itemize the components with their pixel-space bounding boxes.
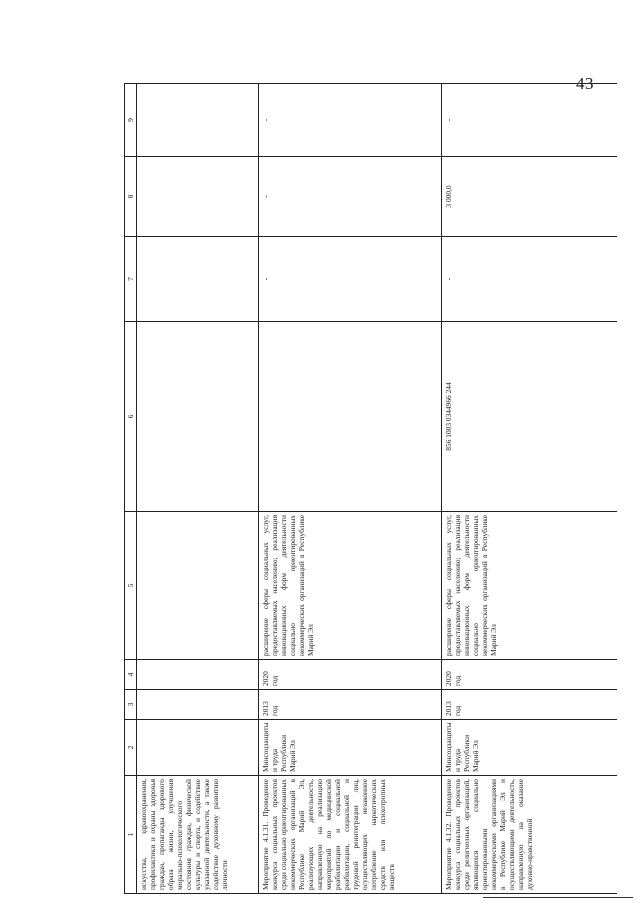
executor-cell: Минсоцзащиты и труда Республики Марий Эл xyxy=(442,720,617,776)
end-year-cell: 2020 год xyxy=(442,660,617,690)
measure-description: Мероприятие 4.1.32. Проведение конкурса социальных проектов среди религиозных организаций, являющихся социально ориентированными некоммерческими организациями в Республике Марий Эл и осуществляющими деятельность, направленную на оказание духовно-нравственной xyxy=(442,776,617,894)
result-cell xyxy=(137,512,259,660)
value-cell: - xyxy=(442,237,617,322)
table-row xyxy=(442,84,617,894)
value-cell xyxy=(137,157,259,237)
value-cell xyxy=(137,237,259,322)
page-number: 43 xyxy=(576,74,594,93)
budget-code-cell: 856 1003 0344966 244 xyxy=(442,322,617,512)
col-header: 7 xyxy=(125,237,137,322)
footer-rule xyxy=(483,897,633,898)
col-header: 3 xyxy=(125,690,137,720)
value-cell: - xyxy=(259,237,442,322)
start-year-cell: 2013 год xyxy=(259,690,442,720)
col-header: 8 xyxy=(125,157,137,237)
value-cell xyxy=(137,84,259,157)
end-year-cell xyxy=(137,660,259,690)
value-cell: 3 000,0 xyxy=(442,157,617,237)
col-header: 5 xyxy=(125,512,137,660)
executor-cell xyxy=(137,720,259,776)
table-row xyxy=(259,84,442,894)
start-year-cell: 2013 год xyxy=(442,690,617,720)
col-header: 6 xyxy=(125,322,137,512)
col-header: 2 xyxy=(125,720,137,776)
value-cell: - xyxy=(259,157,442,237)
executor-cell: Минсоцзащиты и труда Республики Марий Эл xyxy=(259,720,442,776)
budget-code-cell xyxy=(259,322,442,512)
result-cell: расширение сферы социальных услуг, предоставляемых населению; реализация инновационных форм деятельности социально ориентированных некоммерческих организаций в Республике Марий Эл xyxy=(259,512,442,660)
col-header: 9 xyxy=(125,84,137,157)
result-cell: расширение сферы социальных услуг, предоставляемых населению; реализация инновационных форм деятельности социально ориентированных некоммерческих организаций в Республике Марий Эл xyxy=(442,512,617,660)
budget-code-cell xyxy=(137,322,259,512)
start-year-cell xyxy=(137,690,259,720)
value-cell: - xyxy=(442,84,617,157)
col-header: 1 xyxy=(125,776,137,894)
table-header-row xyxy=(125,84,137,894)
measure-description: Мероприятие 4.1.31. Проведение конкурса социальных проектов среди социально ориентированных некоммерческих организаций в Республике Марий Эл, реализующих деятельность, направленную на реализацию мероприятий по медицинской реабилитации и социальной реабилитации, социальной и трудовой реинтеграции лиц, осуществляющих незаконное потребление наркотических средств или психотропных веществ xyxy=(259,776,442,894)
value-cell: - xyxy=(259,84,442,157)
table-row xyxy=(137,84,259,894)
end-year-cell: 2020 год xyxy=(259,660,442,690)
measure-description: искусства, здравоохранения, профилактики и охраны здоровья граждан, пропаганды здорового образа жизни, улучшения морально-психологического состояния граждан, физической культуры и спорта, и содействие указанной деятельности, а также содействие духовному развитию личности xyxy=(137,776,259,894)
program-measures-table xyxy=(124,83,617,894)
col-header: 4 xyxy=(125,660,137,690)
rotated-table-page xyxy=(124,84,634,894)
